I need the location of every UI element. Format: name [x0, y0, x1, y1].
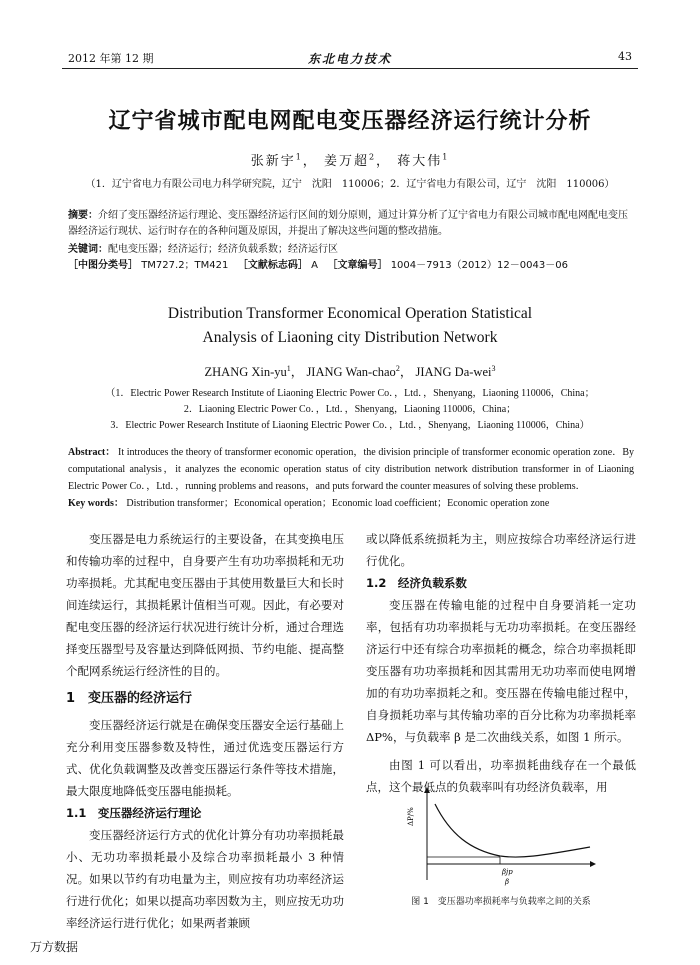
intro-paragraph: 变压器是电力系统运行的主要设备，在其变换电压和传输功率的过程中，自身要产生有功功率损耗和无功功率损耗。尤其配电变压器由于其使用数量巨大和长时间连续运行，其损耗累计值相当可观。因此，有必要对配电变压器的经济运行状况进行统计分析，通过合理选择变压器型号及容量达到降低网损、节约电能、提高整个配网系统运行经济性的目的。: [66, 532, 344, 678]
title-en-line2: Analysis of Liaoning city Distribution Network: [202, 329, 498, 346]
continued-paragraph: 或以降低系统损耗为主，则应按综合功率经济运行进行优化。: [366, 532, 636, 568]
abstract-en: [68, 444, 634, 495]
section-1-1-heading: 1.1 变压器经济运行理论: [66, 806, 202, 820]
keywords-en: [68, 495, 634, 512]
y-axis-label: ΔP/%: [407, 807, 415, 826]
watermark-footer: 万方数据: [30, 940, 79, 954]
affiliation-en-2: 2．Liaoning Electric Power Co．，Ltd．，Shenyang，Liaoning 110006，China；: [183, 404, 517, 415]
abstract-cn: [68, 208, 634, 240]
clc-value: TM727.2；TM421: [141, 260, 229, 271]
author-en-1-sup: 1: [286, 363, 291, 373]
keywords-en-text: Distribution transformer；Economical operation；Economic load coefficient；Economic operation zone: [126, 498, 550, 509]
section-1-2-paragraph: 变压器在传输电能的过程中自身要消耗一定功率，包括有功功率损耗与无功功率损耗。在变压器经济运行中还有综合功率损耗的概念，综合功率损耗即变压器有功功率损耗和因其需用无功功率而使电网增加的有功功率损耗之和。变压器在传输电能过程中，自身损耗功率与其传输功率的百分比称为功率损耗率 ΔP%，与负载率 β 是二次曲线关系，如图 1 所示。: [366, 598, 636, 744]
keywords-cn-text: 配电变压器；经济运行；经济负载系数；经济运行区: [108, 244, 338, 255]
author-cn-2-sup: 2: [368, 152, 377, 162]
classification-line: [68, 258, 634, 274]
title-en-line1: Distribution Transformer Economical Operation Statistical: [167, 305, 533, 322]
abstract-cn-label: 摘要：: [68, 210, 98, 221]
author-en-3-sup: 3: [491, 363, 496, 373]
body-right-column: [366, 528, 636, 798]
min-marker-label: βjp: [502, 868, 513, 876]
keywords-en-label: Key words：: [68, 498, 124, 509]
header-rule: [62, 68, 638, 69]
affiliation-en-3: 3．Electric Power Research Institute of Liaoning Electric Power Co．，Ltd．，Shenyang，Liaoning 110006，China）: [110, 420, 590, 431]
figure-discussion-paragraph: 由图 1 可以看出，功率损耗曲线存在一个最低点，这个最低点的负载率叫有功经济负载率，用: [366, 758, 636, 794]
author-cn-1: 张新宇: [250, 154, 296, 169]
loss-rate-curve: [435, 804, 590, 857]
article-no-label: ［文章编号］: [327, 260, 388, 271]
x-axis-label: β: [505, 878, 510, 886]
abstract-en-text: It introduces the theory of transformer economic operation，the division principle of transformer economic operation zone．By computational analysis，it analyzes the economic operation status of city distribution network distribution transformer in of Liaoning Electric Power Co．，Ltd．，running problems and reasons，and puts forward the counter measures of solving these problems．: [68, 447, 634, 492]
page-number: 43: [618, 50, 632, 63]
body-left-column: [66, 528, 344, 934]
affiliations-cn: （1．辽宁省电力有限公司电力科学研究院，辽宁 沈阳 110006；2．辽宁省电力有限公司，辽宁 沈阳 110006）: [85, 179, 615, 190]
journal-issue: 2012 年第 12 期: [68, 52, 154, 65]
author-en-3: JIANG Da-wei: [415, 365, 492, 379]
author-cn-1-sup: 1: [295, 152, 303, 162]
author-en-1: ZHANG Xin-yu: [204, 365, 287, 379]
article-no-value: 1004－7913（2012）12－0043－06: [390, 260, 568, 271]
paper-title-cn: 辽宁省城市配电网配电变压器经济运行统计分析: [108, 109, 592, 134]
figure-1-chart: [405, 784, 605, 888]
section-1-2-heading: 1.2 经济负载系数: [366, 576, 467, 590]
authors-en: ZHANG Xin-$yu^1$， JIANG Wan-chao$^2$， JIANG Da-wei$^3$: [204, 363, 496, 379]
author-en-2: JIANG Wan-chao: [306, 365, 396, 379]
keywords-cn: [68, 242, 634, 258]
paper-title-en: [0, 302, 700, 350]
abstract-cn-text: 介绍了变压器经济运行理论、变压器经济运行区间的划分原则，通过计算分析了辽宁省电力有限公司城市配电网配电变压器经济运行现状、运行时存在的各种问题及原因，并提出了解决这些问题的整改措施。: [68, 210, 628, 237]
clc-label: ［中图分类号］: [68, 260, 138, 271]
doc-code-label: ［文献标志码］: [237, 260, 308, 271]
affiliation-en-1: （1．Electric Power Research Institute of Liaoning Electric Power Co．，Ltd．，Shenyang，Liaoning 110006，China；: [105, 388, 595, 399]
keywords-cn-label: 关键词：: [68, 244, 108, 255]
author-cn-3-sup: 1: [442, 152, 450, 162]
abstract-en-label: Abstract：: [68, 447, 116, 458]
author-cn-3: 蒋大伟: [397, 154, 443, 169]
doc-code-value: A: [311, 260, 318, 271]
author-en-2-sup: 2: [395, 363, 400, 373]
authors-cn: 张新宇$^1$， 姜万超$^2$， 蒋大伟$^1$: [250, 152, 450, 169]
journal-name: 东北电力技术: [307, 52, 392, 66]
section-1-1-paragraph: 变压器经济运行方式的优化计算分有功功率损耗最小、无功功率损耗最小及综合功率损耗最小 3 种情况。如果以节约有功电量为主，则应按有功功率经济运行进行优化；如果以提高功率因数为主，则应按无功功率经济运行进行优化；如果两者兼顾: [66, 828, 344, 930]
figure-1-caption: 图 1 变压器功率损耗率与负载率之间的关系: [411, 897, 591, 907]
section-1-heading: 1 变压器的经济运行: [66, 691, 193, 706]
author-cn-2: 姜万超: [323, 154, 369, 169]
section-1-paragraph: 变压器经济运行就是在确保变压器安全运行基础上充分利用变压器参数及特性，通过优选变压器运行方式、优化负载调整及改善变压器运行条件等技术措施，最大限度地降低变压器电能损耗。: [66, 718, 344, 798]
